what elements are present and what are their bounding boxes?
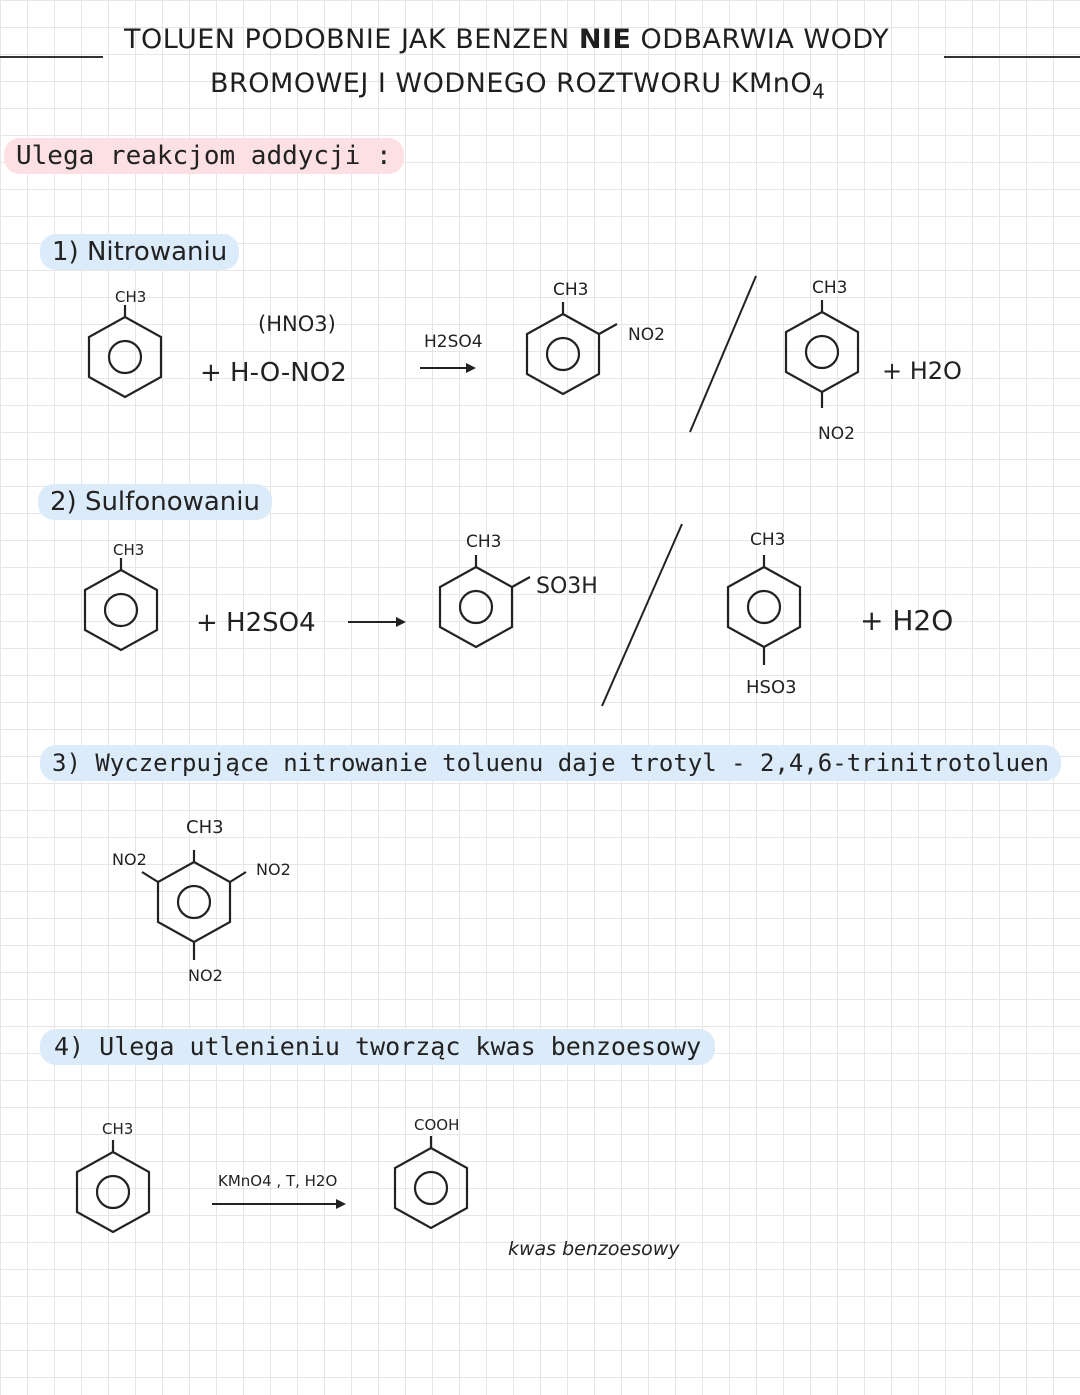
nitration-reactant-group: CH3 <box>115 288 147 306</box>
nitration-product2-benzene <box>780 300 864 420</box>
header-line-2-text: BROMOWEJ I WODNEGO ROZTWORU KMnO <box>210 68 813 99</box>
oxidation-product-group: COOH <box>414 1116 460 1134</box>
intro-label: Ulega reakcjom addycji : <box>4 138 404 174</box>
header-line-1-part-2: ODBARWIA WODY <box>631 24 890 55</box>
header-line-1-bold: NIE <box>578 24 632 55</box>
header-line-2-sub: 4 <box>812 79 826 104</box>
sulfonation-byproduct: + H2O <box>860 604 954 637</box>
nitration-reagent-formula: + H-O-NO2 <box>200 358 347 388</box>
nitration-arrow <box>420 362 476 374</box>
sulfonation-product2-top: CH3 <box>750 530 786 550</box>
trinitration-top: CH3 <box>186 817 224 838</box>
oxidation-product-name: kwas benzoesowy <box>508 1238 680 1260</box>
nitration-heading: 1) Nitrowaniu <box>40 234 239 270</box>
sulfonation-reactant-group: CH3 <box>113 541 145 559</box>
trinitration-heading: 3) Wyczerpujące nitrowanie toluenu daje trotyl - 2,4,6-trinitrotoluen <box>40 745 1061 781</box>
nitration-catalyst: H2SO4 <box>424 332 483 352</box>
oxidation-arrow <box>212 1198 346 1210</box>
sulfonation-divider <box>600 522 684 708</box>
oxidation-heading: 4) Ulega utlenieniu tworząc kwas benzoesowy <box>40 1029 715 1065</box>
sulfonation-arrow <box>348 616 406 628</box>
nitration-product1-side: NO2 <box>628 325 665 345</box>
oxidation-conditions: KMnO4 , T, H2O <box>218 1172 338 1190</box>
trinitration-left: NO2 <box>112 850 147 869</box>
trinitration-benzene <box>152 850 236 972</box>
header-line-1-part-1: TOLUEN PODOBNIE JAK BENZEN <box>124 24 579 55</box>
nitration-reactant-benzene <box>83 305 167 409</box>
sulfonation-product1-benzene <box>434 555 518 659</box>
header-line-1 <box>124 24 889 55</box>
sulfonation-heading: 2) Sulfonowaniu <box>38 484 272 520</box>
header-rule-right <box>944 56 1080 58</box>
nitration-product1-top: CH3 <box>553 280 589 300</box>
sulfonation-product2-bottom: HSO3 <box>746 677 797 698</box>
sulfonation-reactant-benzene <box>79 558 163 662</box>
nitration-divider <box>688 274 758 434</box>
nitration-product1-benzene <box>521 302 605 406</box>
nitration-byproduct: + H2O <box>882 357 962 385</box>
sulfonation-product1-side: SO3H <box>536 574 598 599</box>
header-line-2 <box>210 68 825 103</box>
sulfonation-product2-benzene <box>722 555 806 677</box>
oxidation-reactant-benzene <box>71 1140 155 1244</box>
trinitration-bottom: NO2 <box>188 966 223 985</box>
sulfonation-reagent: + H2SO4 <box>196 608 316 638</box>
header-rule-left <box>0 56 103 58</box>
oxidation-product-benzene <box>389 1136 473 1240</box>
trinitration-right: NO2 <box>256 860 291 879</box>
sulfonation-product1-top: CH3 <box>466 532 502 552</box>
nitration-product2-bottom: NO2 <box>818 424 855 444</box>
nitration-reagent-name: (HNO3) <box>258 312 336 336</box>
nitration-product2-top: CH3 <box>812 278 848 298</box>
oxidation-reactant-group: CH3 <box>102 1120 134 1138</box>
